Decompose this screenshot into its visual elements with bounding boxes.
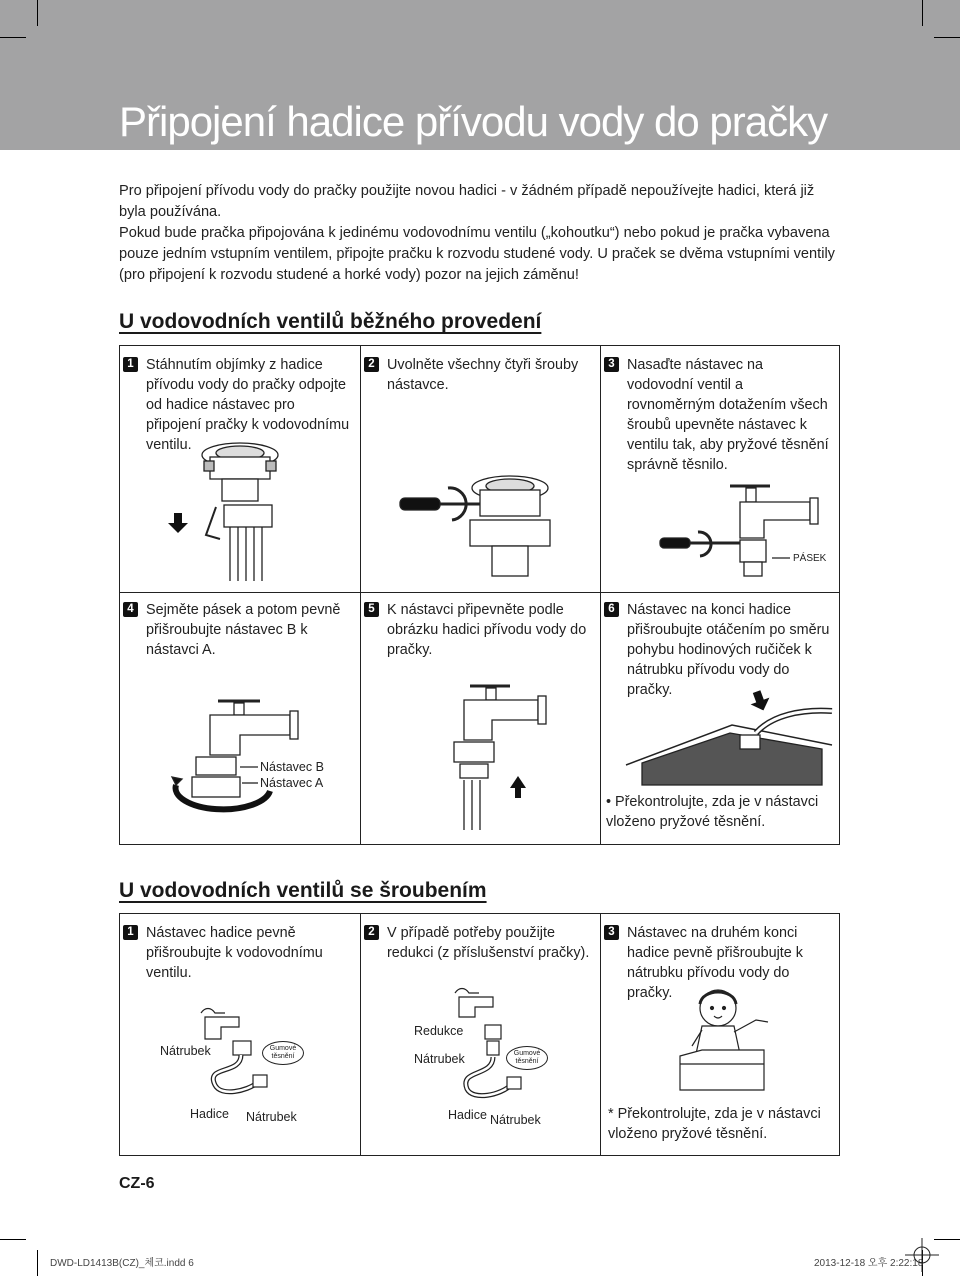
- step-number-badge: 6: [604, 602, 619, 617]
- crop-mark: [37, 1250, 38, 1276]
- intro-text: [119, 181, 839, 286]
- panel-divider: [360, 913, 361, 1156]
- step-text: Nástavec na konci hadice přišroubujte otáčením po směru pohybu hodinových ručiček k nátrubku přívodu vody do pračky.: [627, 602, 830, 698]
- step-4: [127, 600, 351, 660]
- label-nastavec-b: Nástavec B: [260, 760, 324, 774]
- step-number-badge: 2: [364, 925, 379, 940]
- crop-mark: [922, 0, 923, 26]
- note-check-gasket-2: * Překontrolujte, zda je v nástavci vloženo pryžové těsnění.: [608, 1106, 821, 1142]
- panel-divider: [360, 345, 361, 845]
- step-number-badge: 3: [604, 357, 619, 372]
- step-text: Stáhnutím objímky z hadice přívodu vody do pračky odpojte od hadice nástavec pro připojení pračky k vodovodnímu ventilu.: [146, 357, 350, 453]
- label-natrubek-2: Nátrubek: [246, 1110, 297, 1124]
- person-connecting-hose-illustration: [672, 980, 782, 1090]
- label-nastavec-a: Nástavec A: [260, 776, 324, 790]
- label-natrubek-1: Nátrubek: [160, 1044, 211, 1058]
- connector-removal-illustration: [160, 435, 310, 585]
- label-pasek: PÁSEK: [793, 553, 827, 564]
- step-number-badge: 1: [123, 925, 138, 940]
- step-s2-1: [127, 923, 351, 983]
- footer-datetime: 2013-12-18 오후 2:22:18: [814, 1258, 924, 1269]
- label-gumove-tesneni-2: Gumové těsnění: [506, 1046, 548, 1070]
- step-text: Nástavec hadice pevně přišroubujte k vodovodnímu ventilu.: [146, 925, 323, 981]
- step-2: [368, 355, 592, 395]
- attach-inlet-illustration: [622, 685, 832, 785]
- step-text: V případě potřeby použijte redukci (z příslušenství pračky).: [387, 925, 590, 961]
- page-title: Připojení hadice přívodu vody do pračky: [119, 98, 828, 145]
- label-hadice-1: Hadice: [190, 1107, 229, 1121]
- intro-paragraph-1: Pro připojení přívodu vody do pračky použijte novou hadici - v žádném případě nepoužívejte hadici, která již byla používána.: [119, 183, 815, 220]
- note-check-gasket-1: • Překontrolujte, zda je v nástavci vloženo pryžové těsnění.: [606, 794, 819, 830]
- crop-mark: [37, 0, 38, 26]
- page-number: CZ-6: [119, 1175, 155, 1192]
- label-hadice-2: Hadice: [448, 1108, 487, 1122]
- section-heading-threaded-valves: U vodovodních ventilů se šroubením: [119, 879, 487, 902]
- attach-hose-illustration: [420, 680, 560, 830]
- panel-divider: [119, 592, 840, 593]
- step-text: Nástavec na druhém konci hadice pevně přišroubujte k nátrubku přívodu vody do pračky.: [627, 925, 803, 1001]
- step-number-badge: 3: [604, 925, 619, 940]
- step-number-badge: 4: [123, 602, 138, 617]
- label-natrubek-4: Nátrubek: [490, 1113, 541, 1127]
- step-text: Uvolněte všechny čtyři šrouby nástavce.: [387, 357, 579, 393]
- step-5: [368, 600, 592, 660]
- step-text: Sejměte pásek a potom pevně přišroubujte nástavec B k nástavci A.: [146, 602, 341, 658]
- tighten-connector-b-illustration: [170, 695, 310, 810]
- step-text: Nasaďte nástavec na vodovodní ventil a rovnoměrným dotažením všech šroubů upevněte nástavec k ventilu tak, aby pryžové těsnění správně těsnilo.: [627, 357, 829, 473]
- crop-mark: [0, 1239, 26, 1240]
- step-number-badge: 5: [364, 602, 379, 617]
- step-text: K nástavci připevněte podle obrázku hadici přívodu vody do pračky.: [387, 602, 587, 658]
- label-natrubek-3: Nátrubek: [414, 1052, 465, 1066]
- panel-divider: [600, 913, 601, 1156]
- step-number-badge: 2: [364, 357, 379, 372]
- label-redukce: Redukce: [414, 1024, 464, 1038]
- loosen-screws-illustration: [400, 470, 570, 580]
- label-gumove-tesneni-1: Gumové těsnění: [262, 1041, 304, 1065]
- step-3: [608, 355, 832, 475]
- step-s2-2: [368, 923, 592, 963]
- footer-filename: DWD-LD1413B(CZ)_체코.indd 6: [50, 1258, 194, 1269]
- intro-paragraph-2: Pokud bude pračka připojována k jedinému vodovodnímu ventilu („kohoutku“) nebo pokud je pračka vybavena pouze jedním vstupním ventilem, připojte pračku k rozvodu studené vody. U praček se dvěma vstupními ventily (pro připojení k rozvodu studené a horké vody) pozor na jejich záměnu!: [119, 225, 835, 283]
- panel-divider: [600, 345, 601, 845]
- section-heading-standard-valves: U vodovodních ventilů běžného provedení: [119, 310, 542, 333]
- registration-mark: [905, 1238, 939, 1272]
- step-number-badge: 1: [123, 357, 138, 372]
- attach-connector-illustration: [660, 480, 830, 580]
- crop-mark: [0, 37, 26, 38]
- crop-mark: [934, 37, 960, 38]
